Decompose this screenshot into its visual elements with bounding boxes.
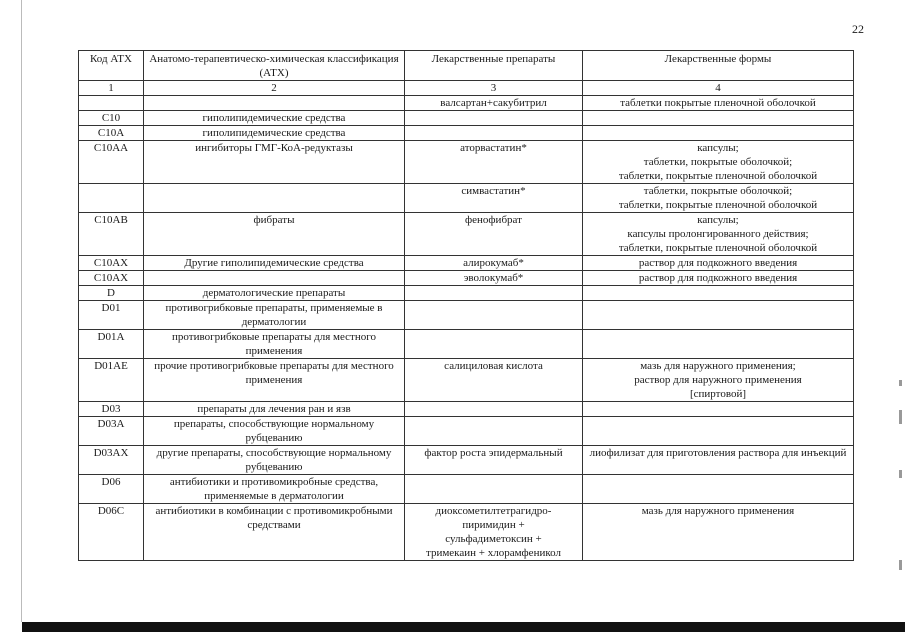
- column-number: 1: [79, 81, 144, 96]
- page-number: 22: [852, 22, 864, 36]
- cell-atc-classification: [144, 96, 405, 111]
- cell-drug: диоксометилтетрагидро- пиримидин + сульфадиметоксин + тримекаин + хлорамфеникол: [405, 504, 583, 561]
- table-row: [79, 96, 854, 111]
- cell-dosage-form: [583, 402, 854, 417]
- cell-atc-classification: препараты для лечения ран и язв: [144, 402, 405, 417]
- cell-atc-code: C10AX: [79, 271, 144, 286]
- cell-dosage-form: раствор для подкожного введения: [583, 271, 854, 286]
- cell-drug: эволокумаб*: [405, 271, 583, 286]
- cell-atc-classification: [144, 271, 405, 286]
- table-row: [79, 286, 854, 301]
- cell-drug: фенофибрат: [405, 213, 583, 256]
- cell-atc-classification: ингибиторы ГМГ-КоА-редуктазы: [144, 141, 405, 184]
- cell-drug: [405, 330, 583, 359]
- table-row: [79, 417, 854, 446]
- table-row: [79, 301, 854, 330]
- cell-drug: [405, 111, 583, 126]
- cell-drug: [405, 475, 583, 504]
- table-row: [79, 359, 854, 402]
- column-number: 2: [144, 81, 405, 96]
- table-row: [79, 141, 854, 184]
- cell-atc-code: [79, 184, 144, 213]
- cell-dosage-form: лиофилизат для приготовления раствора для инъекций: [583, 446, 854, 475]
- cell-dosage-form: капсулы; таблетки, покрытые оболочкой; таблетки, покрытые пленочной оболочкой: [583, 141, 854, 184]
- cell-atc-classification: противогрибковые препараты, применяемые в дерматологии: [144, 301, 405, 330]
- cell-atc-classification: гиполипидемические средства: [144, 111, 405, 126]
- cell-drug: фактор роста эпидермальный: [405, 446, 583, 475]
- header-drugs: Лекарственные препараты: [405, 51, 583, 81]
- scan-mark: [899, 410, 902, 424]
- cell-drug: салициловая кислота: [405, 359, 583, 402]
- cell-atc-code: D: [79, 286, 144, 301]
- scan-mark: [899, 470, 902, 478]
- table-row: [79, 504, 854, 561]
- cell-dosage-form: [583, 126, 854, 141]
- cell-atc-classification: гиполипидемические средства: [144, 126, 405, 141]
- table-row: [79, 402, 854, 417]
- cell-dosage-form: [583, 301, 854, 330]
- cell-atc-classification: фибраты: [144, 213, 405, 256]
- header-atc-code: Код АТХ: [79, 51, 144, 81]
- cell-atc-code: D03: [79, 402, 144, 417]
- table-row: [79, 475, 854, 504]
- cell-atc-code: D01AE: [79, 359, 144, 402]
- cell-atc-classification: антибиотики и противомикробные средства, применяемые в дерматологии: [144, 475, 405, 504]
- cell-drug: [405, 301, 583, 330]
- cell-dosage-form: мазь для наружного применения: [583, 504, 854, 561]
- cell-dosage-form: таблетки, покрытые оболочкой; таблетки, покрытые пленочной оболочкой: [583, 184, 854, 213]
- cell-drug: [405, 286, 583, 301]
- scan-mark: [899, 560, 902, 570]
- cell-atc-code: D03AX: [79, 446, 144, 475]
- table-row: [79, 271, 854, 286]
- table-row: [79, 256, 854, 271]
- cell-atc-classification: другие препараты, способствующие нормальному рубцеванию: [144, 446, 405, 475]
- cell-dosage-form: [583, 286, 854, 301]
- cell-atc-classification: прочие противогрибковые препараты для местного применения: [144, 359, 405, 402]
- cell-drug: [405, 126, 583, 141]
- table-row: [79, 126, 854, 141]
- cell-dosage-form: [583, 330, 854, 359]
- cell-atc-classification: [144, 184, 405, 213]
- table-row: [79, 330, 854, 359]
- scan-bottom-bar: [22, 622, 905, 632]
- page-left-edge: [21, 0, 22, 622]
- cell-dosage-form: [583, 111, 854, 126]
- scan-mark: [899, 380, 902, 386]
- cell-drug: алирокумаб*: [405, 256, 583, 271]
- cell-atc-classification: антибиотики в комбинации с противомикробными средствами: [144, 504, 405, 561]
- header-dosage-forms: Лекарственные формы: [583, 51, 854, 81]
- cell-dosage-form: [583, 417, 854, 446]
- cell-drug: [405, 402, 583, 417]
- cell-atc-code: C10AB: [79, 213, 144, 256]
- cell-atc-code: C10A: [79, 126, 144, 141]
- cell-dosage-form: раствор для подкожного введения: [583, 256, 854, 271]
- cell-atc-code: C10AX: [79, 256, 144, 271]
- table-row: [79, 213, 854, 256]
- cell-atc-code: D01: [79, 301, 144, 330]
- column-number-row: [79, 81, 854, 96]
- cell-atc-code: D03A: [79, 417, 144, 446]
- cell-atc-classification: противогрибковые препараты для местного применения: [144, 330, 405, 359]
- table-row: [79, 111, 854, 126]
- cell-atc-code: C10: [79, 111, 144, 126]
- cell-atc-code: [79, 96, 144, 111]
- cell-atc-code: D06C: [79, 504, 144, 561]
- cell-atc-classification: Другие гиполипидемические средства: [144, 256, 405, 271]
- cell-atc-classification: дерматологические препараты: [144, 286, 405, 301]
- cell-atc-code: C10AA: [79, 141, 144, 184]
- header-atc-classification: Анатомо-терапевтическо-химическая классификация (АТХ): [144, 51, 405, 81]
- cell-drug: валсартан+сакубитрил: [405, 96, 583, 111]
- cell-drug: аторвастатин*: [405, 141, 583, 184]
- table-row: [79, 184, 854, 213]
- cell-dosage-form: таблетки покрытые пленочной оболочкой: [583, 96, 854, 111]
- cell-dosage-form: [583, 475, 854, 504]
- cell-atc-classification: препараты, способствующие нормальному рубцеванию: [144, 417, 405, 446]
- atc-drug-table: [78, 50, 854, 561]
- table-row: [79, 446, 854, 475]
- cell-drug: [405, 417, 583, 446]
- cell-atc-code: D06: [79, 475, 144, 504]
- cell-atc-code: D01A: [79, 330, 144, 359]
- column-number: 4: [583, 81, 854, 96]
- column-number: 3: [405, 81, 583, 96]
- cell-dosage-form: мазь для наружного применения; раствор для наружного применения [спиртовой]: [583, 359, 854, 402]
- cell-drug: симвастатин*: [405, 184, 583, 213]
- cell-dosage-form: капсулы; капсулы пролонгированного действия; таблетки, покрытые пленочной оболочкой: [583, 213, 854, 256]
- table-header-row: [79, 51, 854, 81]
